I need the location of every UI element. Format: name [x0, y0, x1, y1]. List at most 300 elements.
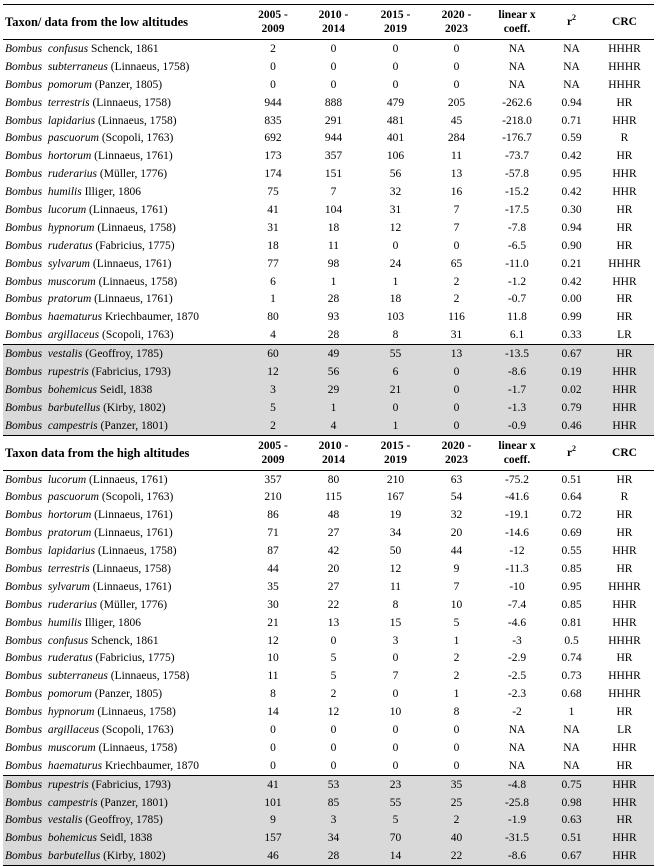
author-name: Schenck, 1861 [90, 42, 159, 55]
count-cell-period-1: 10 [267, 652, 279, 665]
count-cell-period-2: 11 [327, 239, 340, 252]
count-cell-period-3: 1 [392, 275, 399, 288]
count-cell-period-3: 12 [389, 221, 402, 234]
table-row [3, 165, 654, 183]
author-name: Schenck, 1861 [90, 634, 159, 647]
header-line-1: 2005 - [258, 439, 288, 452]
count-cell-period-2: 98 [327, 257, 340, 270]
header-line-2: 2009 [261, 23, 285, 35]
linear-coeff-cell: -2.3 [507, 688, 527, 701]
count-cell-period-3: 70 [364, 829, 427, 847]
taxon-cell [3, 721, 243, 739]
crc-cell: LR [617, 329, 632, 342]
header-line-1: 2020 - [441, 439, 472, 452]
r2-cell: 0.94 [561, 96, 582, 109]
r2-cell: 0.19 [548, 363, 595, 381]
r2-cell: 0.21 [561, 257, 582, 270]
count-cell-period-1: 944 [264, 96, 282, 109]
header-line-2: 2019 [384, 23, 407, 35]
taxon-cell [3, 506, 243, 524]
author-name: Kriechbaumer, 1870 [105, 759, 200, 772]
genus-name: Bombus [5, 562, 43, 575]
crc-cell: HHHR [608, 42, 641, 55]
count-cell-period-2: 3 [303, 812, 364, 830]
count-cell-period-3: 3 [392, 634, 399, 647]
linear-coeff-cell: -1.9 [486, 812, 548, 830]
count-cell-period-4: 45 [450, 114, 463, 127]
count-cell-period-1: 692 [264, 132, 282, 145]
high-header-title: Taxon data from the high altitudes [5, 445, 190, 460]
linear-coeff-cell: -17.5 [505, 203, 529, 216]
taxon-cell [3, 632, 243, 650]
count-cell-period-3: 10 [389, 706, 402, 719]
count-cell-period-2: 18 [327, 221, 340, 234]
species-name: ruderatus [47, 652, 93, 665]
author-name: (Panzer, 1801) [100, 419, 168, 432]
crc-cell: R [620, 132, 629, 145]
genus-name: Bombus [5, 60, 43, 73]
count-cell-period-4: 65 [450, 257, 463, 270]
high-header-row [3, 435, 654, 470]
crc-cell: HHR [595, 794, 654, 812]
species-name: confusus [47, 634, 89, 647]
crc-cell: HHR [595, 381, 654, 399]
taxon-cell [3, 685, 243, 703]
r2-cell: 0.00 [561, 293, 582, 306]
table-row [3, 255, 654, 273]
taxon-cell [3, 201, 243, 219]
crc-cell: HHR [612, 616, 637, 629]
genus-name: Bombus [5, 168, 43, 181]
taxon-cell [3, 757, 243, 775]
table-row [3, 112, 654, 130]
r2-cell: 0.98 [548, 794, 595, 812]
table-row [3, 775, 654, 793]
count-cell-period-1: 77 [267, 257, 279, 270]
count-cell-period-2: 944 [324, 132, 343, 145]
count-cell-period-1: 174 [264, 168, 282, 181]
count-cell-period-4: 1 [453, 688, 460, 701]
crc-cell: HR [616, 96, 633, 109]
crc-cell: HHR [612, 275, 637, 288]
linear-coeff-cell: -7.4 [507, 598, 527, 611]
crc-cell: HHHR [608, 580, 641, 593]
count-cell-period-3: 19 [389, 509, 402, 522]
genus-name: Bombus [5, 383, 43, 396]
taxon-cell [3, 255, 243, 273]
low-header-row [3, 5, 654, 40]
count-cell-period-4: 2 [427, 812, 486, 830]
count-cell-period-4: 2 [453, 275, 460, 288]
genus-name: Bombus [5, 419, 43, 432]
taxon-cell [3, 237, 243, 255]
taxon-cell [3, 399, 243, 417]
count-cell-period-1: 2 [270, 42, 276, 55]
count-cell-period-3: 0 [392, 42, 399, 55]
crc-cell: HHR [595, 847, 654, 865]
count-cell-period-2: 0 [330, 759, 337, 772]
count-cell-period-2: 0 [330, 741, 337, 754]
count-cell-period-4: 2 [453, 652, 460, 665]
count-cell-period-2: 7 [330, 186, 337, 199]
species-name: lapidarius [47, 114, 96, 127]
linear-coeff-cell: -2.9 [507, 652, 527, 665]
count-cell-period-4: 7 [453, 580, 460, 593]
genus-name: Bombus [5, 741, 43, 754]
count-cell-period-1: 0 [270, 741, 276, 754]
taxon-cell [3, 345, 243, 363]
header-line-2: 2023 [445, 23, 468, 35]
table-row [3, 237, 654, 255]
r2-cell: NA [563, 759, 580, 772]
linear-coeff-cell: -14.6 [505, 527, 529, 540]
table-row [3, 308, 654, 326]
genus-name: Bombus [5, 796, 43, 809]
table-row [3, 273, 654, 291]
species-name: hortorum [47, 150, 92, 163]
count-cell-period-4: 2 [453, 670, 460, 683]
table-row [3, 201, 654, 219]
count-cell-period-1: 157 [243, 829, 303, 847]
count-cell-period-1: 210 [264, 491, 282, 504]
table-row [3, 470, 654, 488]
count-cell-period-1: 2 [243, 417, 303, 435]
author-name: (Scopoli, 1763) [101, 491, 174, 504]
r2-cell: 0.95 [561, 580, 582, 593]
genus-name: Bombus [5, 491, 43, 504]
r2-cell: 0.42 [561, 186, 582, 199]
count-cell-period-2: 1 [303, 399, 364, 417]
genus-name: Bombus [5, 311, 43, 324]
r2-cell: 0.42 [561, 275, 582, 288]
genus-name: Bombus [5, 724, 43, 736]
taxon-cell [3, 381, 243, 399]
count-cell-period-3: 0 [392, 759, 399, 772]
r2-cell: 0.72 [561, 509, 582, 522]
genus-name: Bombus [5, 850, 43, 863]
author-name: (Linnaeus, 1761) [89, 473, 168, 486]
r2-cell: 0.55 [561, 545, 582, 558]
count-cell-period-1: 101 [243, 794, 303, 812]
header-r2-label: r [566, 16, 573, 28]
crc-cell: LR [617, 724, 632, 736]
crc-cell: HR [616, 473, 633, 486]
count-cell-period-2: 28 [327, 329, 340, 342]
linear-coeff-cell: -2.5 [507, 670, 527, 683]
species-name: vestalis [47, 348, 83, 361]
high-header-r2 [548, 435, 595, 470]
count-cell-period-1: 60 [243, 345, 303, 363]
taxon-cell [3, 650, 243, 668]
table-row [3, 58, 654, 76]
taxon-cell [3, 560, 243, 578]
count-cell-period-4: 2 [453, 293, 460, 306]
linear-coeff-cell: -13.5 [486, 345, 548, 363]
taxon-cell [3, 667, 243, 685]
genus-name: Bombus [5, 114, 43, 127]
taxon-cell [3, 488, 243, 506]
header-line-1: 2010 - [318, 439, 349, 452]
count-cell-period-1: 44 [267, 562, 279, 575]
header-line-1: 2005 - [258, 9, 288, 21]
count-cell-period-2: 4 [303, 417, 364, 435]
table-row [3, 703, 654, 721]
r2-cell: NA [563, 724, 580, 736]
linear-coeff-cell: -25.8 [486, 794, 548, 812]
low-header-p4 [427, 5, 486, 40]
count-cell-period-1: 0 [270, 60, 276, 73]
genus-name: Bombus [5, 778, 43, 791]
author-name: (Scopoli, 1763) [102, 329, 174, 342]
author-name: Illiger, 1806 [84, 616, 141, 629]
header-r2-superscript: 2 [572, 443, 577, 453]
count-cell-period-1: 6 [270, 275, 276, 288]
count-cell-period-4: 0 [427, 381, 486, 399]
linear-coeff-cell: -4.8 [486, 775, 548, 793]
header-line-2: coeff. [503, 453, 531, 466]
linear-coeff-cell: -15.2 [505, 186, 529, 199]
count-cell-period-4: 0 [453, 78, 460, 91]
low-header-r2 [548, 5, 595, 40]
count-cell-period-3: 401 [386, 132, 405, 145]
taxon-cell [3, 363, 243, 381]
count-cell-period-3: 0 [392, 741, 399, 754]
species-name: ruderatus [47, 239, 93, 252]
genus-name: Bombus [5, 706, 43, 719]
taxon-cell [3, 794, 243, 812]
author-name: (Fabricius, 1793) [91, 365, 171, 378]
header-line-1: 2020 - [441, 9, 472, 21]
taxon-cell [3, 290, 243, 308]
header-line-2: 2019 [384, 453, 407, 466]
species-name: subterraneus [47, 670, 108, 683]
genus-name: Bombus [5, 598, 43, 611]
count-cell-period-3: 50 [389, 545, 402, 558]
author-name: (Linnaeus, 1758) [98, 275, 178, 288]
crc-cell: HR [616, 221, 633, 234]
author-name: (Kirby, 1802) [103, 850, 166, 863]
low-header-lin [486, 5, 548, 40]
r2-cell: 0.68 [561, 688, 582, 701]
r2-cell: 0.73 [561, 670, 582, 683]
count-cell-period-2: 104 [324, 203, 343, 216]
linear-coeff-cell: -73.7 [505, 150, 529, 163]
count-cell-period-3: 167 [386, 491, 405, 504]
table-row [3, 40, 654, 58]
high-header-p4 [427, 435, 486, 470]
count-cell-period-2: 22 [327, 598, 340, 611]
author-name: (Geoffroy, 1785) [85, 348, 163, 361]
count-cell-period-3: 8 [392, 329, 399, 342]
taxon-cell [3, 326, 243, 344]
r2-cell: NA [563, 60, 580, 73]
taxon-cell [3, 614, 243, 632]
count-cell-period-4: 0 [453, 60, 460, 73]
count-cell-period-2: 29 [303, 381, 364, 399]
genus-name: Bombus [5, 132, 43, 145]
linear-coeff-cell: -11.0 [505, 257, 529, 270]
author-name: (Panzer, 1805) [94, 78, 163, 91]
table-row [3, 847, 654, 865]
r2-cell: 0.71 [561, 114, 582, 127]
count-cell-period-2: 28 [327, 293, 340, 306]
count-cell-period-3: 0 [364, 399, 427, 417]
linear-coeff-cell: -11.3 [505, 562, 529, 575]
crc-cell: HHHR [608, 257, 641, 270]
genus-name: Bombus [5, 616, 43, 629]
author-name: (Linnaeus, 1761) [92, 257, 172, 270]
low-header-p2 [303, 5, 364, 40]
r2-cell: 0.85 [561, 562, 582, 575]
linear-coeff-cell: NA [508, 724, 526, 736]
count-cell-period-2: 115 [325, 491, 342, 504]
count-cell-period-1: 35 [267, 580, 279, 593]
genus-name: Bombus [5, 545, 43, 558]
author-name: (Kirby, 1802) [103, 401, 166, 414]
species-name: subterraneus [47, 60, 108, 73]
crc-cell: HHR [595, 399, 654, 417]
count-cell-period-4: 0 [427, 363, 486, 381]
linear-coeff-cell: NA [508, 759, 526, 772]
species-name: lucorum [47, 203, 87, 216]
species-name: rupestris [47, 365, 89, 378]
genus-name: Bombus [5, 186, 43, 199]
linear-coeff-cell: -176.7 [502, 132, 532, 145]
r2-cell: 0.02 [548, 381, 595, 399]
genus-name: Bombus [5, 473, 43, 486]
count-cell-period-2: 5 [330, 670, 337, 683]
linear-coeff-cell: -4.6 [507, 616, 527, 629]
count-cell-period-4: 0 [453, 741, 460, 754]
taxon-cell [3, 542, 243, 560]
species-name: confusus [47, 42, 89, 55]
table-row [3, 94, 654, 112]
count-cell-period-4: 7 [453, 203, 460, 216]
high-header-lin [486, 435, 548, 470]
count-cell-period-4: 0 [453, 42, 460, 55]
crc-cell: HHR [612, 186, 637, 199]
count-cell-period-3: 23 [364, 775, 427, 793]
r2-cell: 0.51 [561, 473, 582, 486]
count-cell-period-3: 0 [392, 652, 399, 665]
crc-cell: R [620, 491, 629, 504]
header-line-2: 2014 [322, 453, 345, 466]
count-cell-period-3: 31 [389, 203, 402, 216]
author-name: (Fabricius, 1775) [95, 652, 175, 665]
table-row [3, 667, 654, 685]
header-line-1: linear x [498, 439, 536, 452]
author-name: (Panzer, 1801) [100, 796, 168, 809]
count-cell-period-4: 205 [447, 96, 466, 109]
taxon-cell [3, 219, 243, 237]
genus-name: Bombus [5, 652, 43, 665]
taxon-cell [3, 76, 243, 94]
table-row [3, 381, 654, 399]
count-cell-period-2: 12 [327, 706, 340, 719]
count-cell-period-2: 80 [327, 473, 340, 486]
count-cell-period-2: 42 [327, 545, 340, 558]
table-row [3, 578, 654, 596]
linear-coeff-cell: -12 [509, 545, 525, 558]
count-cell-period-1: 71 [267, 527, 279, 540]
species-name: pratorum [47, 293, 92, 306]
count-cell-period-4: 0 [427, 417, 486, 435]
count-cell-period-4: 54 [450, 491, 463, 504]
genus-name: Bombus [5, 670, 43, 683]
r2-cell: 0.5 [564, 634, 579, 647]
count-cell-period-3: 6 [364, 363, 427, 381]
count-cell-period-1: 12 [267, 634, 279, 647]
taxon-cell [3, 829, 243, 847]
species-name: pascuorum [47, 132, 99, 145]
crc-cell: HHHR [608, 670, 641, 683]
count-cell-period-3: 32 [389, 186, 402, 199]
taxon-cell [3, 94, 243, 112]
taxon-cell [3, 812, 243, 830]
count-cell-period-1: 835 [264, 114, 282, 127]
count-cell-period-4: 7 [453, 221, 460, 234]
count-cell-period-3: 56 [389, 168, 402, 181]
count-cell-period-4: 0 [453, 239, 460, 252]
r2-cell: NA [563, 78, 580, 91]
crc-cell: HR [616, 652, 633, 665]
table-row [3, 147, 654, 165]
count-cell-period-2: 0 [330, 42, 337, 55]
r2-cell: 0.99 [561, 311, 582, 324]
linear-coeff-cell: -262.6 [502, 96, 532, 109]
count-cell-period-4: 10 [450, 598, 463, 611]
linear-coeff-cell: -57.8 [505, 168, 529, 181]
genus-name: Bombus [5, 293, 43, 306]
species-name: bohemicus [47, 832, 97, 845]
count-cell-period-4: 8 [453, 706, 460, 719]
table-row [3, 183, 654, 201]
taxon-cell [3, 129, 243, 147]
species-name: pascuorum [47, 491, 99, 504]
count-cell-period-1: 75 [267, 186, 279, 199]
genus-name: Bombus [5, 329, 43, 342]
linear-coeff-cell: -2 [512, 706, 522, 719]
crc-cell: HR [616, 239, 633, 252]
count-cell-period-4: 22 [427, 847, 486, 865]
count-cell-period-3: 210 [386, 473, 405, 486]
linear-coeff-cell: -31.5 [486, 829, 548, 847]
taxon-cell [3, 703, 243, 721]
species-name: argillaceus [47, 329, 100, 342]
bumblebee-data-table-container [3, 4, 654, 866]
header-line-2: 2009 [261, 453, 285, 466]
low-header-p1 [243, 5, 303, 40]
table-row [3, 524, 654, 542]
count-cell-period-4: 13 [427, 345, 486, 363]
count-cell-period-1: 0 [270, 78, 276, 91]
r2-cell: NA [563, 42, 580, 55]
genus-name: Bombus [5, 42, 43, 55]
count-cell-period-4: 0 [427, 399, 486, 417]
linear-coeff-cell: NA [508, 42, 526, 55]
count-cell-period-2: 151 [324, 168, 343, 181]
taxon-cell [3, 40, 243, 58]
crc-cell: HR [595, 812, 654, 830]
count-cell-period-3: 479 [386, 96, 405, 109]
crc-cell: HR [616, 706, 633, 719]
count-cell-period-1: 8 [270, 688, 276, 701]
count-cell-period-4: 284 [447, 132, 466, 145]
species-name: sylvarum [47, 257, 90, 270]
table-row [3, 721, 654, 739]
low-header-title: Taxon/ data from the low altitudes [5, 15, 189, 29]
count-cell-period-4: 5 [453, 616, 460, 629]
